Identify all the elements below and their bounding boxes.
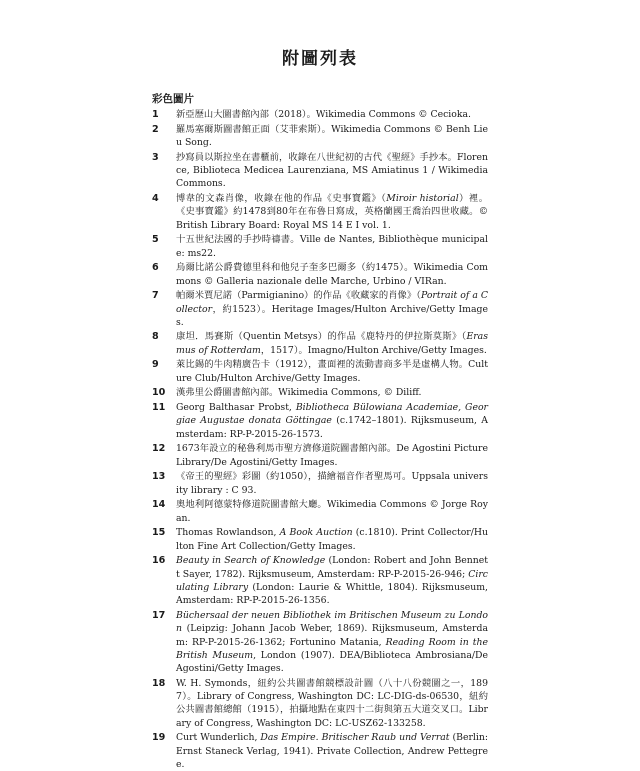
list-item	[152, 386, 488, 399]
entry-text	[176, 526, 488, 553]
entry-text-segment: 萊比錫的牛肉精廣告卡（1912），畫面裡的流動書商多半是虛構人物。Culture Club/Hulton Archive/Getty Images.	[176, 359, 488, 384]
list-item	[152, 330, 488, 357]
entry-text-segment: Georg Balthasar Probst,	[176, 402, 296, 414]
entry-number: 18	[152, 677, 166, 689]
entry-text-segment: 羅馬塞爾斯圖書館正面（艾菲索斯）。Wikimedia Commons © Benh Lieu Song.	[176, 123, 488, 148]
entry-number: 11	[152, 402, 166, 414]
italic-title: Beauty in Search of Knowledge	[176, 555, 326, 567]
entry-number: 6	[152, 262, 159, 274]
list-item	[152, 677, 488, 730]
entry-text-segment: 1673年設立的秘魯利馬市聖方濟修道院圖書館內部。De Agostini Picture Library/De Agostini/Getty Images.	[176, 443, 488, 468]
list-item	[152, 526, 488, 553]
list-item	[152, 192, 488, 232]
entry-number: 1	[152, 109, 159, 120]
entry-text	[176, 289, 488, 329]
entry-number: 16	[152, 555, 166, 567]
entry-text	[176, 192, 488, 232]
entry-number: 8	[152, 331, 159, 343]
italic-title: Miroir historial	[386, 192, 459, 204]
italic-title: Circulating Library	[176, 568, 488, 593]
entry-number: 10	[152, 387, 166, 399]
list-item	[152, 731, 488, 771]
entry-text	[176, 151, 488, 191]
entry-text-segment: (Leipzig: Johann Jacob Weber, 1869). Rijksmuseum, Amsterdam: RP-P-2015-26-1362; Fortunino Matania,	[176, 623, 488, 648]
entry-number: 19	[152, 732, 166, 744]
entry-number: 9	[152, 359, 159, 371]
entry-text-segment: (c.1742–1801). Rijksmuseum, Amsterdam: RP-P-2015-26-1573.	[176, 415, 489, 440]
italic-title: Das Empire. Britischer Raub und Verrat	[260, 732, 450, 744]
entry-text-segment: 康坦．馬賽斯（Quentin Metsys）的作品《鹿特丹的伊拉斯莫斯》（	[176, 331, 467, 343]
entry-text	[176, 401, 488, 441]
figure-list	[152, 108, 488, 771]
italic-title: A Book Auction	[279, 527, 353, 539]
list-item	[152, 470, 488, 497]
list-item	[152, 289, 488, 329]
list-item	[152, 123, 488, 150]
entry-text	[176, 261, 488, 288]
entry-text-segment: 十五世紀法國的手抄時禱書。Ville de Nantes, Bibliothèque municipale: ms22.	[176, 234, 488, 259]
entry-text	[176, 233, 488, 260]
entry-number: 5	[152, 234, 159, 246]
entry-text-segment: W. H. Symonds，紐約公共圖書館競標設計圖（八十八份競圖之一，1897）。Library of Congress, Washington DC: LC-DIG-ds-06530，紐約公共圖書館總館（1915），拍攝地點在東四十二街與第五大道交叉口。Library of Congress, Washington DC: LC-USZ62-133258.	[176, 677, 488, 729]
entry-text	[176, 677, 488, 730]
entry-text-segment: 烏爾比諾公爵費德里科和他兒子奎多巴爾多（約1475）。Wikimedia Commons © Galleria nazionale delle Marche, Urbino / VIRan.	[176, 262, 488, 287]
entry-number: 3	[152, 151, 159, 163]
entry-text-segment: 奧地利阿德蒙特修道院圖書館大廳。Wikimedia Commons © Jorge Royan.	[176, 499, 488, 524]
italic-title: Reading Room in the British Museum	[176, 636, 488, 661]
italic-title: Bibliotheca Bülowiana Academiae, Georgiae Augustae donata Göttingae	[176, 402, 488, 427]
entry-text	[176, 358, 488, 385]
italic-title: Portrait of a Collector	[176, 290, 488, 315]
list-item	[152, 261, 488, 288]
section-title: 彩色圖片	[152, 93, 194, 105]
entry-text-segment: ，1517）。Imagno/Hulton Archive/Getty Images.	[260, 344, 487, 356]
entry-text-segment: ）裡。《史事寶鑑》約1478到80年在布魯日寫成，英格蘭國王喬治四世收藏。© British Library Board: Royal MS 14 E I vol. 1.	[176, 192, 488, 231]
entry-number: 7	[152, 290, 159, 302]
entry-text	[176, 386, 488, 399]
list-item	[152, 151, 488, 191]
entry-text-segment: 漢弗里公爵圖書館內部。Wikimedia Commons, © Diliff.	[176, 387, 422, 399]
list-item	[152, 108, 488, 121]
page-title: 附圖列表	[282, 49, 358, 69]
entry-text	[176, 330, 488, 357]
entry-text-segment: (Berlin: Ernst Staneck Verlag, 1941). Private Collection, Andrew Pettegree.	[176, 732, 489, 770]
entry-text	[176, 123, 488, 150]
entry-number: 13	[152, 471, 166, 483]
entry-text	[176, 731, 488, 771]
entry-text-segment: 帕爾米賈尼諾（Parmigianino）的作品《收藏家的肖像》（	[176, 290, 421, 302]
entry-number: 17	[152, 609, 166, 621]
entry-text-segment: , London (1907). DEA/Biblioteca Ambrosiana/De Agostini/Getty Images.	[176, 649, 488, 675]
entry-text	[176, 498, 488, 525]
entry-text	[176, 554, 488, 607]
entry-text	[176, 108, 488, 121]
entry-text	[176, 609, 488, 675]
entry-text-segment: 新亞歷山大圖書館內部（2018）。Wikimedia Commons © Cecioka.	[176, 109, 472, 120]
list-item	[152, 233, 488, 260]
entry-text-segment: (London: Laurie & Whittle, 1804). Rijksmuseum, Amsterdam: RP-P-2015-26-1356.	[176, 581, 489, 607]
entry-number: 12	[152, 443, 166, 455]
list-item	[152, 554, 488, 607]
entry-text	[176, 470, 488, 497]
entry-text-segment: 博韋的文森肖像，收錄在他的作品《史事寶鑑》（	[176, 192, 387, 204]
entry-number: 2	[152, 123, 159, 135]
entry-text-segment: (London: Robert and John Bennett Sayer, 1782). Rijksmuseum, Amsterdam: RP-P-2015-26-946;	[176, 555, 489, 580]
entry-text-segment: Thomas Rowlandson,	[176, 527, 280, 539]
list-item	[152, 442, 488, 469]
italic-title: Erasmus of Rotterdam	[176, 331, 488, 356]
list-item	[152, 609, 488, 675]
entry-text-segment: Curt Wunderlich,	[176, 732, 261, 744]
entry-text	[176, 442, 488, 469]
list-item	[152, 358, 488, 385]
entry-text-segment: 抄寫員以斯拉坐在書櫃前，收錄在八世紀初的古代《聖經》手抄本。Florence, Biblioteca Medicea Laurenziana, MS Amiatinus 1 / Wikimedia Commons.	[176, 151, 488, 190]
entry-number: 15	[152, 527, 166, 539]
italic-title: Büchersaal der neuen Bibliothek im Britischen Museum zu London	[176, 609, 488, 635]
entry-text-segment: (c.1810). Print Collector/Hulton Fine Art Collection/Getty Images.	[176, 527, 488, 552]
entry-text-segment: 《帝王的聖經》彩圖（約1050），描繪福音作者聖馬可。Uppsala university library : C 93.	[176, 471, 488, 496]
list-item	[152, 498, 488, 525]
entry-number: 4	[152, 192, 159, 204]
entry-text-segment: ，約1523）。Heritage Images/Hulton Archive/Getty Images.	[176, 303, 488, 328]
entry-number: 14	[152, 499, 166, 511]
list-item	[152, 401, 488, 441]
